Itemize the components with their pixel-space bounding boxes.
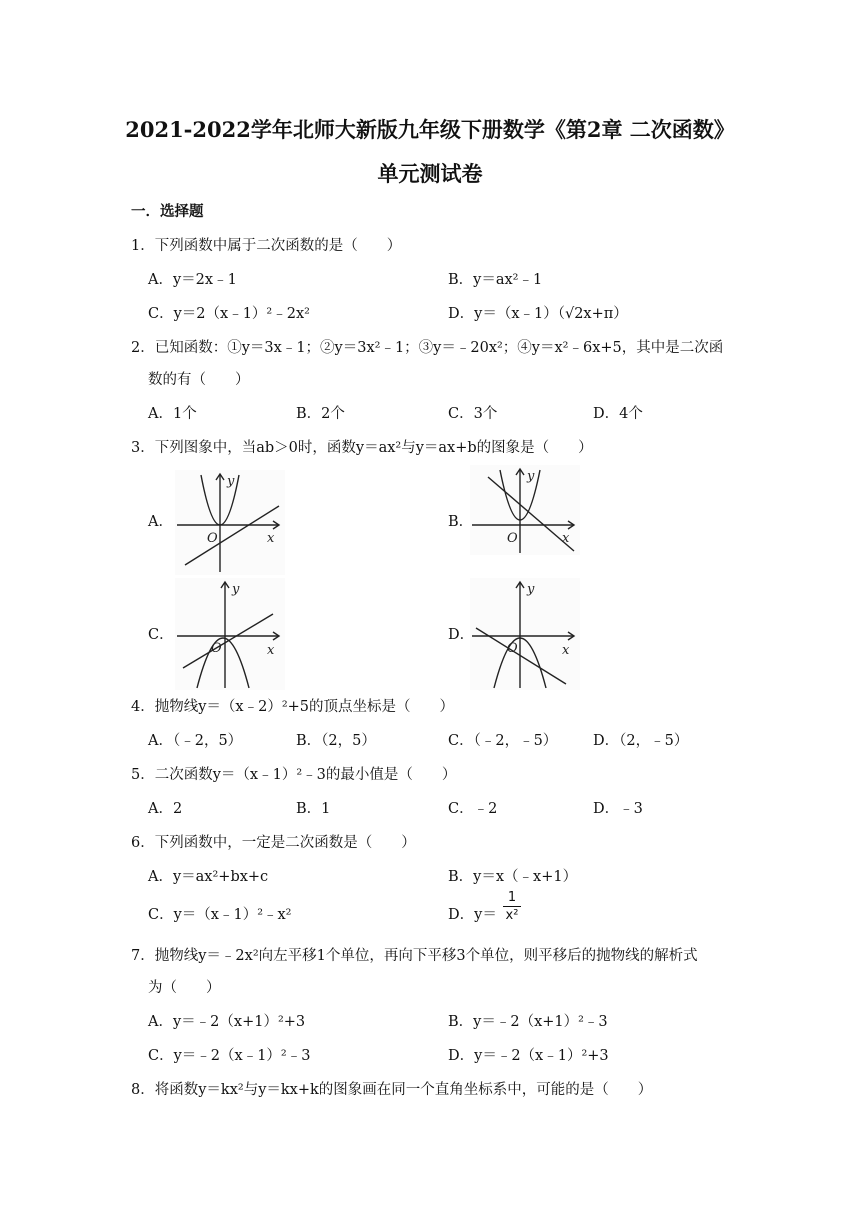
question-6-option-d: D．y＝ <box>448 907 497 923</box>
axis-x-label: x <box>267 643 275 658</box>
question-5-option-b: B．1 <box>296 801 331 817</box>
page-title-line2: 单元测试卷 <box>377 161 483 186</box>
question-2-option-c: C．3个 <box>448 406 498 422</box>
question-1-option-d: D．y＝（x﹣1）（√2x+π） <box>448 306 628 322</box>
origin-label: O <box>207 531 218 546</box>
question-6-option-b: B．y＝x（﹣x+1） <box>448 869 578 885</box>
question-4-option-d: D．（2，﹣5） <box>593 733 689 749</box>
question-6-option-a: A．y＝ax²+bx+c <box>148 869 269 885</box>
question-1-stem: 1．下列函数中属于二次函数的是（ ） <box>131 238 402 254</box>
question-7-stem-line2: 为（ ） <box>148 980 221 996</box>
origin-label: O <box>507 641 518 656</box>
axis-x-label: x <box>562 531 570 546</box>
question-6-option-c: C．y＝（x﹣1）²﹣x² <box>148 907 292 923</box>
section-heading: 一．选择题 <box>131 203 204 220</box>
question-3-graph-a <box>175 470 285 575</box>
question-3-option-d-label: D． <box>448 627 475 643</box>
question-6-option-d-fraction <box>503 889 521 924</box>
axis-x-label: x <box>562 643 570 658</box>
question-2-option-d: D．4个 <box>593 406 643 422</box>
question-5-stem: 5．二次函数y＝（x﹣1）²﹣3的最小值是（ ） <box>131 767 457 783</box>
question-2-stem-line1: 2．已知函数：①y＝3x﹣1；②y＝3x²﹣1；③y＝﹣20x²；④y＝x²﹣6x+5，其中是二次函 <box>131 340 724 356</box>
axis-y-label: y <box>227 474 235 489</box>
fraction-denominator: x² <box>505 908 519 923</box>
question-5-option-d: D．﹣3 <box>593 801 643 817</box>
question-3-option-a-label: A． <box>148 514 173 530</box>
question-4-option-b: B．（2，5） <box>296 733 376 749</box>
question-2-option-a: A．1个 <box>148 406 197 422</box>
question-7-option-d: D．y＝﹣2（x﹣1）²+3 <box>448 1048 609 1064</box>
question-3-option-b-label: B． <box>448 514 474 530</box>
question-1-option-b: B．y＝ax²﹣1 <box>448 272 543 288</box>
axis-y-label: y <box>527 469 535 484</box>
question-1-option-c: C．y＝2（x﹣1）²﹣2x² <box>148 306 310 322</box>
axis-y-label: y <box>527 582 535 597</box>
question-2-option-b: B．2个 <box>296 406 345 422</box>
question-7-option-b: B．y＝﹣2（x+1）²﹣3 <box>448 1014 608 1030</box>
question-3-graph-c <box>175 578 285 690</box>
question-1-option-a: A．y＝2x﹣1 <box>148 272 237 288</box>
question-5-option-c: C．﹣2 <box>448 801 498 817</box>
page-title-line1: 2021-2022学年北师大新版九年级下册数学《第2章 二次函数》 <box>125 117 735 142</box>
question-3-graph-d <box>470 578 580 690</box>
question-3-stem: 3．下列图象中，当ab＞0时，函数y＝ax²与y＝ax+b的图象是（ ） <box>131 440 593 456</box>
question-7-stem-line1: 7．抛物线y＝﹣2x²向左平移1个单位，再向下平移3个单位，则平移后的抛物线的解析式 <box>131 948 698 964</box>
origin-label: O <box>507 531 518 546</box>
axis-y-label: y <box>232 582 240 597</box>
question-5-option-a: A．2 <box>148 801 183 817</box>
question-4-option-a: A．（﹣2，5） <box>148 733 243 749</box>
question-2-stem-line2: 数的有（ ） <box>148 372 250 388</box>
question-6-stem: 6．下列函数中，一定是二次函数是（ ） <box>131 835 416 851</box>
question-8-stem: 8．将函数y＝kx²与y＝kx+k的图象画在同一个直角坐标系中，可能的是（ ） <box>131 1082 653 1098</box>
fraction-numerator: 1 <box>507 890 517 905</box>
origin-label: O <box>211 641 222 656</box>
axis-x-label: x <box>267 531 275 546</box>
question-7-option-a: A．y＝﹣2（x+1）²+3 <box>148 1014 306 1030</box>
question-7-option-c: C．y＝﹣2（x﹣1）²﹣3 <box>148 1048 311 1064</box>
question-3-option-c-label: C． <box>148 627 174 643</box>
question-3-graph-b <box>470 465 580 555</box>
question-4-stem: 4．抛物线y＝（x﹣2）²+5的顶点坐标是（ ） <box>131 699 455 715</box>
question-4-option-c: C．（﹣2，﹣5） <box>448 733 558 749</box>
